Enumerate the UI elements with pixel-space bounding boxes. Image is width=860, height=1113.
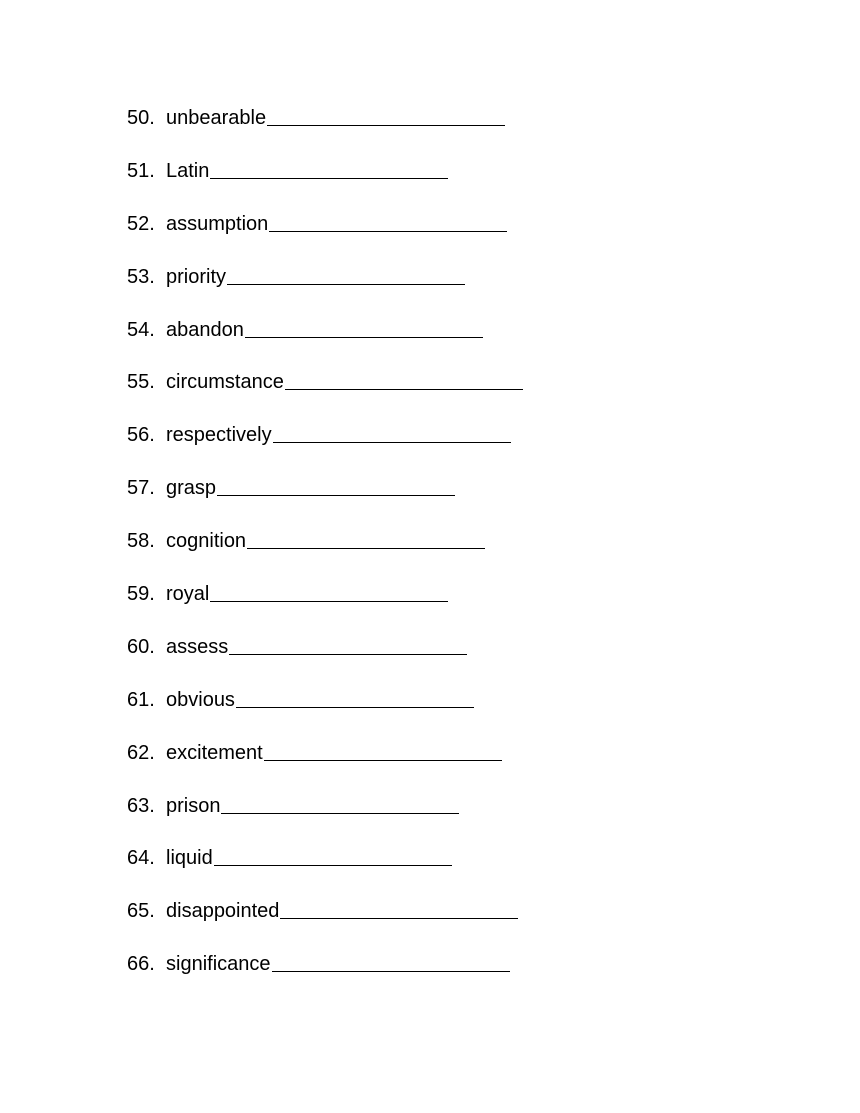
list-item (127, 210, 523, 263)
list-item (127, 950, 523, 1003)
list-item (127, 157, 523, 210)
item-number: 63. (127, 794, 155, 817)
vocabulary-word: unbearable (166, 107, 267, 129)
vocabulary-word: liquid (166, 847, 213, 870)
list-item (127, 527, 523, 580)
vocabulary-word: abandon (166, 318, 244, 341)
item-number: 52. (127, 212, 155, 235)
answer-blank[interactable] (210, 178, 448, 179)
answer-blank[interactable] (280, 918, 518, 919)
vocabulary-word: obvious (166, 688, 235, 711)
item-number: 60. (127, 635, 155, 658)
answer-blank[interactable] (227, 284, 465, 285)
list-item (127, 316, 523, 369)
vocabulary-word: significance (166, 953, 271, 976)
item-number: 59. (127, 583, 155, 606)
vocabulary-word: assess (166, 635, 229, 658)
list-item (127, 844, 523, 897)
answer-blank[interactable] (214, 865, 452, 866)
answer-blank[interactable] (229, 654, 467, 655)
vocabulary-word: circumstance (166, 371, 284, 394)
vocabulary-word: respectively (166, 424, 272, 447)
list-item (127, 368, 523, 421)
answer-blank[interactable] (273, 442, 511, 443)
list-item (127, 792, 523, 845)
item-number: 51. (127, 159, 155, 182)
list-item (127, 739, 523, 792)
answer-blank[interactable] (210, 601, 448, 602)
vocabulary-list (127, 104, 523, 1003)
answer-blank[interactable] (217, 495, 455, 496)
item-number: 58. (127, 530, 155, 553)
list-item (127, 104, 523, 157)
vocabulary-word: grasp (166, 477, 217, 500)
item-number: 64. (127, 847, 155, 870)
list-item (127, 686, 523, 739)
vocabulary-word: royal (166, 583, 210, 606)
answer-blank[interactable] (245, 337, 483, 338)
item-number: 66. (127, 953, 155, 976)
vocabulary-word: cognition (166, 530, 247, 553)
item-number: 53. (127, 265, 155, 288)
vocabulary-word: disappointed (166, 900, 280, 923)
answer-blank[interactable] (285, 389, 523, 390)
list-item (127, 580, 523, 633)
answer-blank[interactable] (264, 760, 502, 761)
vocabulary-word: Latin (166, 159, 210, 182)
answer-blank[interactable] (236, 707, 474, 708)
answer-blank[interactable] (221, 813, 459, 814)
answer-blank[interactable] (269, 231, 507, 232)
list-item (127, 263, 523, 316)
item-number: 56. (127, 424, 155, 447)
answer-blank[interactable] (267, 125, 505, 126)
vocabulary-word: priority (166, 265, 227, 288)
item-number: 61. (127, 688, 155, 711)
list-item (127, 897, 523, 950)
item-number: 55. (127, 371, 155, 394)
answer-blank[interactable] (272, 971, 510, 972)
item-number: 50. (127, 107, 155, 129)
answer-blank[interactable] (247, 548, 485, 549)
item-number: 65. (127, 900, 155, 923)
vocabulary-word: excitement (166, 741, 263, 764)
vocabulary-word: assumption (166, 212, 269, 235)
item-number: 54. (127, 318, 155, 341)
vocabulary-word: prison (166, 794, 221, 817)
list-item (127, 633, 523, 686)
list-item (127, 421, 523, 474)
item-number: 62. (127, 741, 155, 764)
list-item (127, 474, 523, 527)
item-number: 57. (127, 477, 155, 500)
